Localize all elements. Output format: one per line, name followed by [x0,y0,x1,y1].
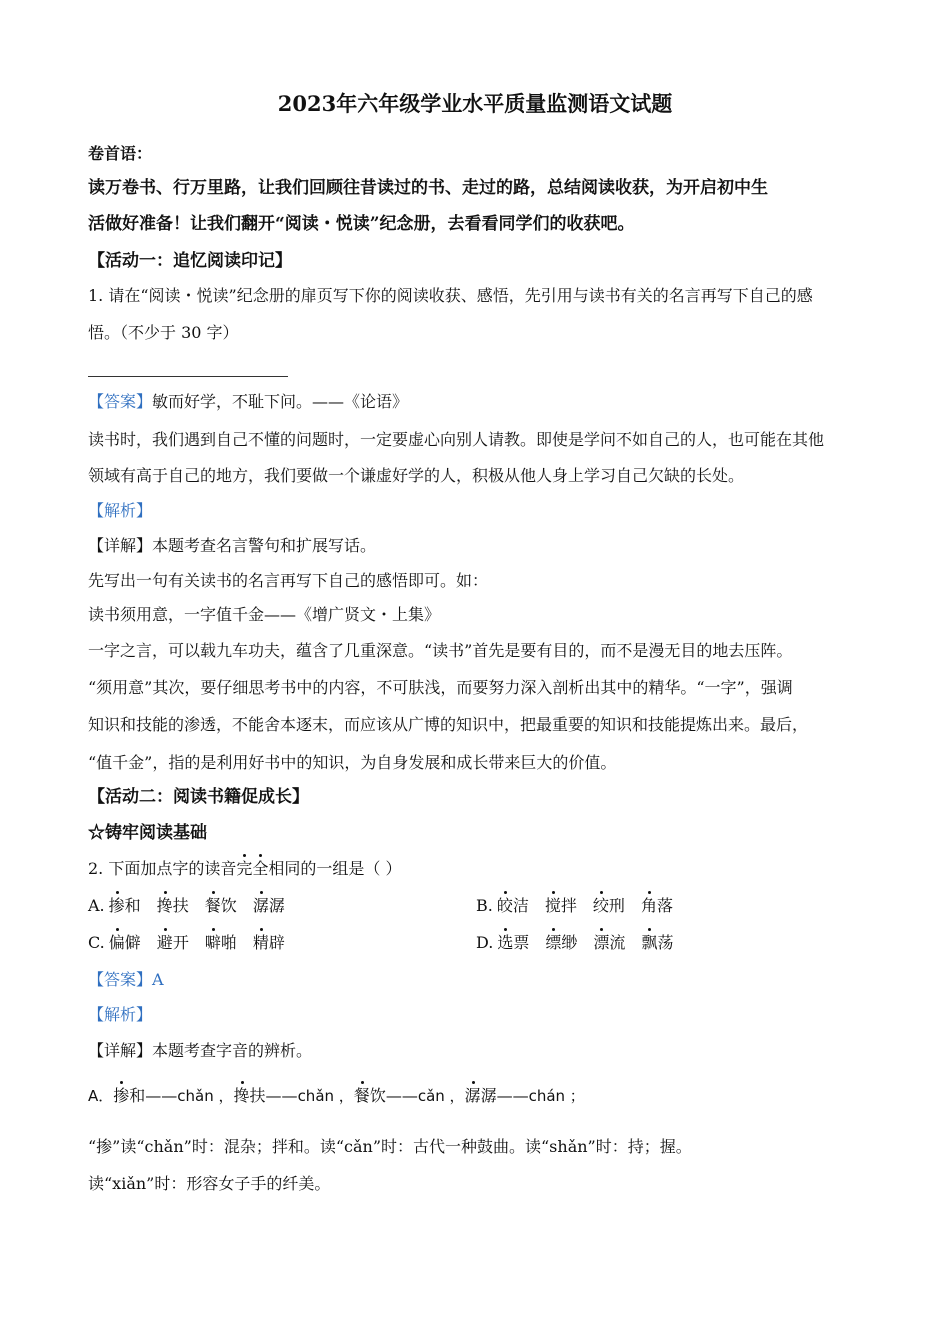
pinyin-item: 搀扶——chǎn ， [233,1086,354,1105]
question-2-prefix: 2. 下面加点字的读音 [88,859,237,878]
detail-7: “值千金”，指的是利用好书中的知识，为自身发展和成长带来巨大的价值。 [88,753,617,772]
pinyin-item: 潺潺——chán ； [464,1086,585,1105]
page-title: 2023年六年级学业水平质量监测语文试题 [277,91,673,116]
activity1-heading: 【活动一：追忆阅读印记】 [88,251,292,271]
detail-6: 知识和技能的渗透，不能舍本逐末，而应该从广博的知识中，把最重要的知识和技能提炼出来。最后， [88,715,809,734]
option-word: 缥缈 [545,933,578,952]
option-label: D. [476,933,494,952]
option-word: 餐饮 [204,896,237,915]
option-word: 潺潺 [252,896,285,915]
preface-label: 卷首语： [88,144,153,163]
answer-1 [88,392,408,412]
dotted-char: 完 [236,859,253,878]
activity2-heading: 【活动二：阅读书籍促成长】 [88,787,309,807]
pinyin-line-label: A． [88,1087,114,1105]
answer-2 [88,970,164,990]
question-2-suffix: 相同的一组是（ ） [268,859,402,878]
analysis-tag: 【解析】 [88,501,153,520]
option-word: 搀扶 [156,896,189,915]
question-2-dotted [236,859,268,878]
option-label: B. [476,896,493,915]
option-word: 掺和 [108,896,141,915]
question-1-line-1: 1. 请在“阅读・悦读”纪念册的扉页写下你的阅读收获、感悟，先引用与读书有关的名言再写下自己的感 [88,286,813,305]
option-word: 绞刑 [592,896,625,915]
answer-2-tag: 【答案】 [88,970,153,989]
option-word: 皎洁 [496,896,529,915]
option-label: C. [88,933,105,952]
option-word: 避开 [156,933,189,952]
answer-blank-line [88,376,288,377]
activity2-subheading: ☆铸牢阅读基础 [88,823,207,843]
option-word: 角落 [640,896,673,915]
option-word: 飘荡 [641,933,674,952]
detail-3: 读书须用意，一字值千金——《增广贤文・上集》 [88,605,441,624]
option-b [476,896,689,916]
answer-1-line-2: 读书时，我们遇到自己不懂的问题时，一定要虚心向别人请教。即使是学问不如自己的人，也可能在其他 [88,430,825,449]
option-word: 偏僻 [108,933,141,952]
answer-tag: 【答案】 [88,392,153,411]
option-c [88,933,301,953]
option-d [476,933,689,953]
detail-5: “须用意”其次，要仔细思考书中的内容，不可肤浅，而要努力深入剖析出其中的精华。“一字”，强调 [88,678,793,697]
detail-1: 【详解】本题考查名言警句和扩展写话。 [88,536,377,555]
detail-2-1: 【详解】本题考查字音的辨析。 [88,1041,313,1060]
preface-line-2: 活做好准备！让我们翻开“阅读・悦读”纪念册，去看看同学们的收获吧。 [88,214,635,234]
answer-text: 敏而好学，不耻下问。——《论语》 [152,392,409,411]
explain-1: “掺”读“chǎn”时：混杂；拌和。读“cǎn”时：古代一种鼓曲。读“shǎn”时：持；握。 [88,1137,692,1156]
option-word: 噼啪 [204,933,237,952]
detail-2: 先写出一句有关读书的名言再写下自己的感悟即可。如： [88,571,489,590]
option-word: 漂流 [593,933,626,952]
question-1-line-2: 悟。（不少于 30 字） [88,323,239,342]
pinyin-item: 餐饮——cǎn ， [353,1086,465,1105]
pinyin-item: 掺和——chǎn ， [113,1086,234,1105]
option-word: 搅拌 [544,896,577,915]
answer-1-line-3: 领域有高于自己的地方，我们要做一个谦虚好学的人，积极从他人身上学习自己欠缺的长处。 [88,466,745,485]
answer-2-value: A [152,970,164,989]
pinyin-line [88,1086,585,1106]
preface-line-1: 读万卷书、行万里路，让我们回顾往昔读过的书、走过的路，总结阅读收获，为开启初中生 [88,178,768,198]
explain-2: 读“xiǎn”时：形容女子手的纤美。 [88,1174,331,1193]
option-label: A. [88,896,105,915]
option-a [88,896,301,916]
option-word: 选票 [497,933,530,952]
question-2 [88,859,401,879]
analysis-2-tag: 【解析】 [88,1005,153,1024]
option-word: 精辟 [252,933,285,952]
dotted-char: 全 [252,859,269,878]
detail-4: 一字之言，可以载九车功夫，蕴含了几重深意。“读书”首先是要有目的，而不是漫无目的地去压阵。 [88,641,793,660]
